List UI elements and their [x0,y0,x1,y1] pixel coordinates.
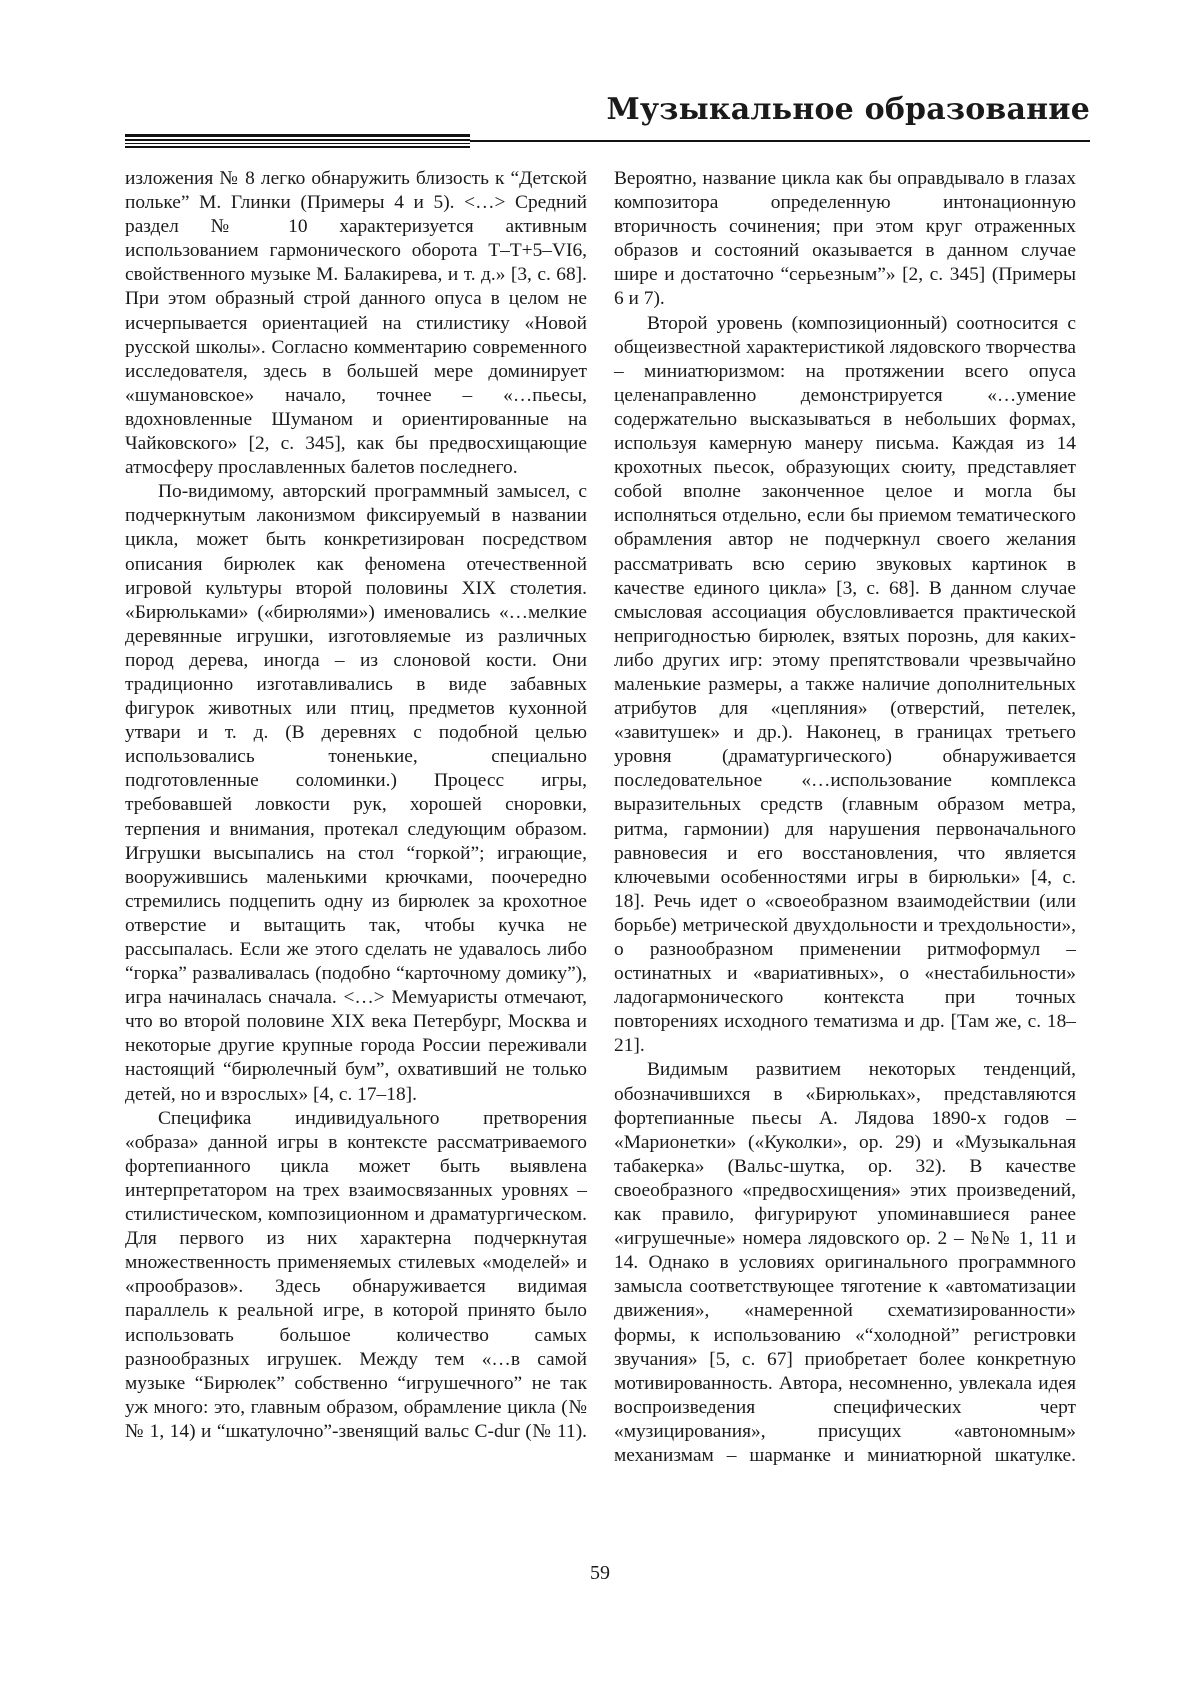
header-rule [470,140,1090,142]
paragraph: Специфика индивидуального претворения «образа» данной игры в контексте рассматриваемого фортепианного цикла может быть выявлена интерпретатором на трех взаимосвязанных уровнях – стилистическом, композиционном и драматургическом. Для первого из них характерна подчеркнутая множественность применяемых стилевых «моделей» и «прообразов». Здесь обнаруживается видимая параллель к реальной игре, в которой принято было использовать большое количество самых разнообразных игрушек. Между тем «…в самой музыке “Бирюлек” собственно “игрушечного” не так уж много: это, главным образом, обрамление цикла (№№ 1, 14) и “шкатулочно”-звенящий вальс C-dur (№ 11). [125,1107,587,1442]
right-column [614,167,1076,1468]
paragraph: Второй уровень (композиционный) соотносится с общеизвестной характеристикой лядовского творчества – миниатюризмом: на протяжении всего опуса целенаправленно демонстрируется «…умение содержательно высказываться в небольших формах, используя камерную манеру письма. Каждая из 14 крохотных пьесок, образующих сюиту, представляет собой вполне законченное целое и могла бы исполняться отдельно, если бы приемом тематического обрамления автор не подчеркнул своего желания рассматривать всю серию звуковых картинок в качестве единого цикла» [3, с. 68]. В данном случае смысловая ассоциация обусловливается практической непригодностью бирюлек, взятых порознь, для каких-либо других игр: этому препятствовали чрезвычайно маленькие размеры, а также наличие дополнительных атрибутов для «цепляния» (отверстий, петелек, «завитушек» и др.). Наконец, в границах третьего уровня (драматургического) обнаруживается последовательное «…использование комплекса выразительных средств (главным образом метра, ритма, гармонии) для нарушения первоначального равновесия и его восстановления, что является ключевыми особенностями игры в бирюльки» [4, с. 18]. Речь идет о «своеобразном взаимодействии (или борьбе) метрической двухдольности и трехдольности», о разнообразном применении ритмоформул – остинатных и «вариативных», о «нестабильности» ладогармонического контекста при точных повторениях исходного тематизма и др. [Там же, с. 18–21]. [614,312,1076,1057]
paragraph: По-видимому, авторский программный замысел, с подчеркнутым лаконизмом фиксируемый в названии цикла, может быть конкретизирован посредством описания бирюлек как феномена отечественной игровой культуры второй половины XIX столетия. «Бирюльками» («бирюлями») именовались «…мелкие деревянные игрушки, изготовляемые из различных пород дерева, иногда – из слоновой кости. Они традиционно изготавливались в виде забавных фигурок животных или птиц, предметов кухонной утвари и т. д. (В деревнях с подобной целью использовались тоненькие, специально подготовленные соломинки.) Процесс игры, требовавшей ловкости рук, хорошей сноровки, терпения и внимания, протекал следующим образом. Игрушки высыпались на стол “горкой”; играющие, вооружившись маленькими крючками, поочередно стремились подцепить одну из бирюлек за крохотное отверстие и вытащить так, чтобы кучка не рассыпалась. Если же этого сделать не удавалось либо “горка” разваливалась (подобно “карточному домику”), игра начиналась сначала. <…> Мемуаристы отмечают, что во второй половине XIX века Петербург, Москва и некоторые другие крупные города России переживали настоящий “бирюлечный бум”, охвативший не только детей, но и взрослых» [4, с. 17–18]. [125,481,587,1105]
paragraph: изложения № 8 легко обнаружить близость к “Детской польке” М. Глинки (Примеры 4 и 5). <…> Средний раздел № 10 характеризуется активным использованием гармонического оборота T–T+5–VI6, свойственного музыке М. Балакирева, и т. д.» [3, с. 68]. При этом образный строй данного опуса в целом не исчерпывается ориентацией на стилистику «Новой русской школы». Согласно комментарию современного исследователя, здесь в большей мере доминирует «шумановское» начало, точнее – «…пьесы, вдохновленные Шуманом и ориентированные на Чайковского» [2, с. 345], как бы предвосхищающие атмосферу прославленных балетов последнего. [125,168,587,479]
header-rule-decorative [125,134,470,148]
paragraph: Видимым развитием некоторых тенденций, обозначившихся в «Бирюльках», представляются фортепианные пьесы А. Лядова 1890-х годов – «Марионетки» («Куколки», ор. 29) и «Музыкальная табакерка» (Вальс-шутка, ор. 32). В качестве своеобразного «предвосхищения» этих произведений, как правило, фигурируют упоминавшиеся ранее «игрушечные» номера лядовского ор. 2 – №№ 1, 11 и 14. Однако в условиях оригинального программного замысла соответствующее тяготение к «автоматизации движения», «намеренной схематизированности» формы, к использованию «“холодной” регистровки звучания» [5, с. 67] приобретает более конкретную мотивированность. Автора, несомненно, увлекала идея воспроизведения специфических черт «музицирования», присущих «автономным» механизмам – шарманке и миниатюрной шкатулке. [614,1059,1076,1466]
page-number: 59 [590,1562,610,1584]
running-header-title: Музыкальное образование [606,92,1090,127]
paragraph: Вероятно, название цикла как бы оправдывало в глазах композитора определенную интонационную вторичность сочинения; при этом круг отраженных образов и состояний оказывается в данном случае шире и достаточно “серьезным”» [2, с. 345] (Примеры 6 и 7). [614,168,1076,310]
left-column [125,167,587,1444]
